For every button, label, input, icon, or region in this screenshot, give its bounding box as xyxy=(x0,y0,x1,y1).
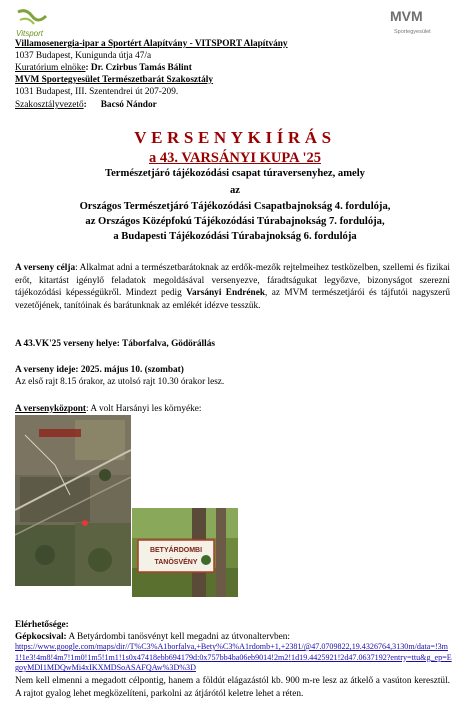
goal-person: Varsányi Endrének xyxy=(186,288,266,298)
time-value: 2025. május 10. (szombat) xyxy=(80,365,184,375)
goal-text-2: , az MVM természetjárói és tájfutói nagyszerű vezetőjének, tanítóinak és barátunknak az emlékét idézve tesszük. xyxy=(15,288,450,311)
board-label: Kuratórium elnöke xyxy=(15,63,86,73)
time-line xyxy=(15,364,184,376)
center-line xyxy=(15,403,201,415)
location-value: Táborfalva, Gödörállás xyxy=(122,339,215,349)
goal-label: A verseny célja xyxy=(15,263,76,273)
title-line-1: Természetjáró tájékozódási csapat túraversenyhez, amely xyxy=(105,168,365,179)
sign-line-1: BETYÁRDOMBI xyxy=(149,547,203,554)
page-title: VERSENYKIÍRÁS xyxy=(134,128,336,147)
svg-text:Vitsport: Vitsport xyxy=(16,29,43,38)
goal-text-1: : Alkalmat adni a természetbarátoknak az erdők-mezők rejtelmeihez testközelben, szellemi és fizikai erőt, kitartást igénylő feladatok megoldásával versenyezve, fáradtságukat legyőzve, bizonyságot szerezni tájékozódási képességükről. Mindezt pedig xyxy=(15,263,450,298)
title-line-3: Országos Természetjáró Tájékozódási Csapatbajnokság 4. fordulója, xyxy=(79,201,391,212)
time-label: A verseny ideje: xyxy=(15,365,81,375)
google-maps-link[interactable]: https://www.google.com/maps/dir//T%C3%A1borfalva,+Bety%C3%A1rdomb+1,+2381/@47.0709822,19.4326764,3130m/data=!3m1!1e3!4m8!4m7!1m0!1m5!1m1!1s0x47418ebb694179d:0x757bb4ba06eb9014!2m2!1d19.4425921!2d47.0637192?entry=ttu&g_ep=EgoyMDI1MDQwMi4xIKXMDSoASAFQAw%3D%3D xyxy=(15,642,452,672)
satellite-map-image xyxy=(15,415,131,586)
car-label: Gépkocsival: xyxy=(15,632,67,642)
goal-paragraph xyxy=(15,262,450,312)
page-subtitle: a 43. VARSÁNYI KUPA '25 xyxy=(148,150,321,166)
sign-line-2: TANÖSVÉNY xyxy=(154,559,198,566)
center-text: : A volt Harsányi les környéke: xyxy=(86,404,202,414)
org1-name: Villamosenergia-ipar a Sportért Alapítvány - VITSPORT Alapítvány xyxy=(15,39,288,49)
svg-text:Sportegyesület: Sportegyesület xyxy=(394,29,431,35)
time-detail: Az első rajt 8.15 órakor, az utolsó rajt 10.30 órakor lesz. xyxy=(15,377,225,387)
leader-name: : Bacsó Nándor xyxy=(83,100,157,110)
svg-text:MVM: MVM xyxy=(390,8,423,24)
location-line xyxy=(15,338,215,350)
vitsport-logo xyxy=(14,6,50,40)
access-note: Nem kell elmenni a megadott célpontig, hanem a földút elágazástól kb. 900 m-re lesz az átkelő a vasúton keresztül. A rajtot gyalog lehet megközelíteni, parkolni az átjárótól keletre lehet a réten. xyxy=(15,676,450,699)
trail-sign-photo xyxy=(132,508,238,597)
board-chair xyxy=(15,63,192,74)
section-leader xyxy=(15,100,157,111)
car-text: A Betyárdombi tanösvényt kell megadni az útvonaltervben: xyxy=(66,632,290,642)
org1-address: 1037 Budapest, Kunigunda útja 47/a xyxy=(15,51,152,61)
title-line-5: a Budapesti Tájékozódási Túrabajnokság 6. fordulója xyxy=(113,231,357,242)
location-label: A 43.VK'25 verseny helye: xyxy=(15,339,122,349)
org2-address: 1031 Budapest, III. Szentendrei út 207-209. xyxy=(15,87,179,97)
org2-name: MVM Sportegyesület Természetbarát Szakosztály xyxy=(15,75,214,85)
leader-label: Szakosztályvezető xyxy=(15,100,84,110)
center-label: A versenyközpont xyxy=(15,404,87,414)
access-heading: Elérhetősége: xyxy=(15,620,69,630)
title-line-4: az Országos Középfokú Tájékozódási Túrabajnokság 7. fordulója, xyxy=(85,216,385,227)
board-name: : Dr. Czirbus Tamás Bálint xyxy=(85,63,192,73)
mvm-logo xyxy=(388,5,438,37)
title-line-2: az xyxy=(230,185,240,196)
